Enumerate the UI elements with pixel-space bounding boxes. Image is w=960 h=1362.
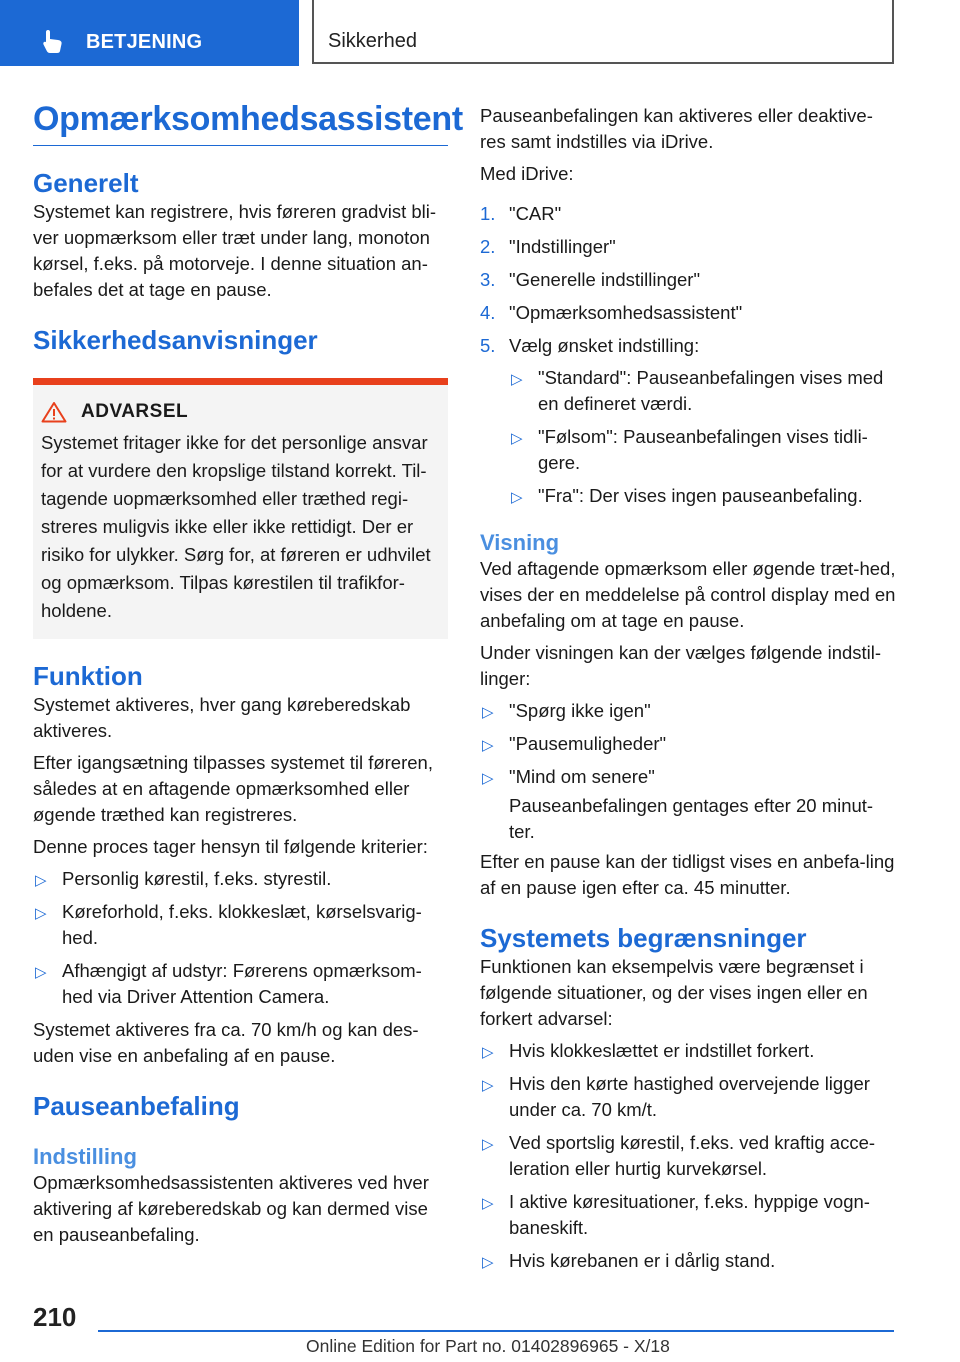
triangle-bullet-icon: ▷ xyxy=(482,1254,494,1271)
generelt-text: Systemet kan registrere, hvis føreren gradvist bli-ver uopmærksom eller træt under lang, monoton kørsel, f.eks. på motorveje. I denne situation an-befales det at tage en pause. xyxy=(33,201,437,300)
edition-text: Online Edition for Part no. 01402896965 - X/18 xyxy=(306,1336,670,1356)
page-title: Opmærksomhedsassistent xyxy=(33,100,448,146)
left-column xyxy=(33,100,463,1248)
chapter-label: Sikkerhed xyxy=(328,30,417,52)
list-item: ▷ Hvis kørebanen er i dårlig stand. xyxy=(480,1248,898,1274)
warning-box xyxy=(33,378,448,639)
triangle-bullet-icon: ▷ xyxy=(482,704,494,721)
triangle-bullet-icon: ▷ xyxy=(482,1195,494,1212)
triangle-bullet-icon: ▷ xyxy=(35,964,47,981)
triangle-bullet-icon: ▷ xyxy=(482,1044,494,1061)
list-item: 2. "Indstillinger" xyxy=(480,236,616,257)
visning-p3: Efter en pause kan der tidligst vises en anbefa-ling af en pause igen efter ca. 45 minutter. xyxy=(480,851,895,898)
funktion-p2: Efter igangsætning tilpasses systemet til føreren, således at en aftagende opmærksomhed eller øgende træthed kan registreres. xyxy=(33,752,433,825)
heading-generelt: Generelt xyxy=(33,168,139,198)
list-item: ▷ Personlig kørestil, f.eks. styrestil. xyxy=(33,866,448,892)
warning-header xyxy=(33,385,448,429)
list-item: ▷ "Fra": Der vises ingen pauseanbefaling. xyxy=(509,483,898,509)
list-item: 4. "Opmærksomhedsassistent" xyxy=(480,302,743,323)
list-item: 5. Vælg ønsket indstilling: ▷ "Standard": Pauseanbefalingen vises med en defineret værdi. ▷ "Følsom": Pauseanbefalingen vises tidli-gere. ▷ "Fra": Der vises ingen pauseanbefaling. xyxy=(480,333,898,509)
warning-bar xyxy=(33,378,448,385)
visning-options-list xyxy=(480,698,898,790)
pointing-hand-icon xyxy=(40,28,66,54)
triangle-bullet-icon: ▷ xyxy=(35,872,47,889)
heading-pauseanbefaling: Pauseanbefaling xyxy=(33,1091,240,1121)
funktion-p4: Systemet aktiveres fra ca. 70 km/h og kan des-uden vise en anbefaling af en pause. xyxy=(33,1019,419,1066)
funktion-p1: Systemet aktiveres, hver gang køreberedskab aktiveres. xyxy=(33,694,411,741)
triangle-bullet-icon: ▷ xyxy=(482,770,494,787)
heading-indstilling: Indstilling xyxy=(33,1144,137,1169)
list-item: ▷ Køreforhold, f.eks. klokkeslæt, kørselsvarig-hed. xyxy=(35,901,422,948)
list-item: ▷ Hvis den kørte hastighed overvejende ligger under ca. 70 km/t. xyxy=(482,1073,870,1120)
list-item: 1. "CAR" xyxy=(480,203,562,224)
list-item: 3. "Generelle indstillinger" xyxy=(480,269,701,290)
triangle-bullet-icon: ▷ xyxy=(482,737,494,754)
list-item: ▷ "Standard": Pauseanbefalingen vises med en defineret værdi. xyxy=(511,367,884,414)
funktion-p3: Denne proces tager hensyn til følgende kriterier: xyxy=(33,836,428,857)
list-item: ▷ "Pausemuligheder" xyxy=(480,731,898,757)
visning-p1: Ved aftagende opmærksom eller øgende træt-hed, vises der en meddelelse på control display med en anbefaling om at tage en pause. xyxy=(480,558,896,631)
heading-visning: Visning xyxy=(480,530,560,555)
indstilling-text: Opmærksomhedsassistenten aktiveres ved hver aktivering af køreberedskab og kan dermed vise en pauseanbefaling. xyxy=(33,1172,429,1245)
warning-title: ADVARSEL xyxy=(81,401,189,422)
page-header xyxy=(0,0,960,66)
options-list xyxy=(509,365,898,509)
heading-sikkerhedsanvisninger: Sikkerhedsanvisninger xyxy=(33,325,318,355)
triangle-bullet-icon: ▷ xyxy=(511,371,523,388)
warning-text: Systemet fritager ikke for det personlige ansvar for at vurdere den kropslige tilstand korrekt. Til-tagende uopmærksomhed eller træthed regi-streres muligvis ikke eller ikke rettidigt. Der er risiko for ulykker. Sørg for, at føreren er udhvilet og opmærksom. Tilpas kørestilen til trafikfor-holdene. xyxy=(41,432,431,621)
list-item: ▷ Afhængigt af udstyr: Førerens opmærksom-hed via Driver Attention Camera. xyxy=(35,960,422,1007)
section-tab xyxy=(0,0,299,66)
right-p2: Med iDrive: xyxy=(480,163,574,184)
chapter-box xyxy=(312,0,894,64)
list-item: ▷ Ved sportslig kørestil, f.eks. ved kraftig acce-leration eller hurtig kurvekørsel. xyxy=(482,1132,876,1179)
idrive-steps xyxy=(480,201,898,509)
list-item: ▷ I aktive køresituationer, f.eks. hyppige vogn-baneskift. xyxy=(482,1191,870,1238)
warning-triangle-icon xyxy=(41,401,67,423)
triangle-bullet-icon: ▷ xyxy=(35,905,47,922)
limits-list xyxy=(480,1038,898,1274)
triangle-bullet-icon: ▷ xyxy=(482,1136,494,1153)
page-number: 210 xyxy=(33,1302,77,1332)
heading-begraensninger: Systemets begrænsninger xyxy=(480,923,807,953)
list-item: ▷ Hvis klokkeslættet er indstillet forkert. xyxy=(480,1038,898,1064)
limits-p1: Funktionen kan eksempelvis være begrænset i følgende situationer, og der vises ingen eller en forkert advarsel: xyxy=(480,956,868,1029)
list-item: ▷ "Spørg ikke igen" xyxy=(480,698,898,724)
footer-divider xyxy=(98,1330,894,1332)
heading-funktion: Funktion xyxy=(33,661,143,691)
section-label: BETJENING xyxy=(86,31,203,53)
right-column xyxy=(480,103,898,1281)
right-p1: Pauseanbefalingen kan aktiveres eller deaktive-res samt indstilles via iDrive. xyxy=(480,105,873,152)
criteria-list xyxy=(33,866,448,1010)
triangle-bullet-icon: ▷ xyxy=(511,430,523,447)
triangle-bullet-icon: ▷ xyxy=(482,1077,494,1094)
triangle-bullet-icon: ▷ xyxy=(511,489,523,506)
visning-note: Pauseanbefalingen gentages efter 20 minut-ter. xyxy=(509,795,874,842)
list-item: ▷ "Følsom": Pauseanbefalingen vises tidli-gere. xyxy=(511,426,868,473)
visning-p2: Under visningen kan der vælges følgende indstil-linger: xyxy=(480,642,882,689)
list-item: ▷ "Mind om senere" xyxy=(480,764,898,790)
